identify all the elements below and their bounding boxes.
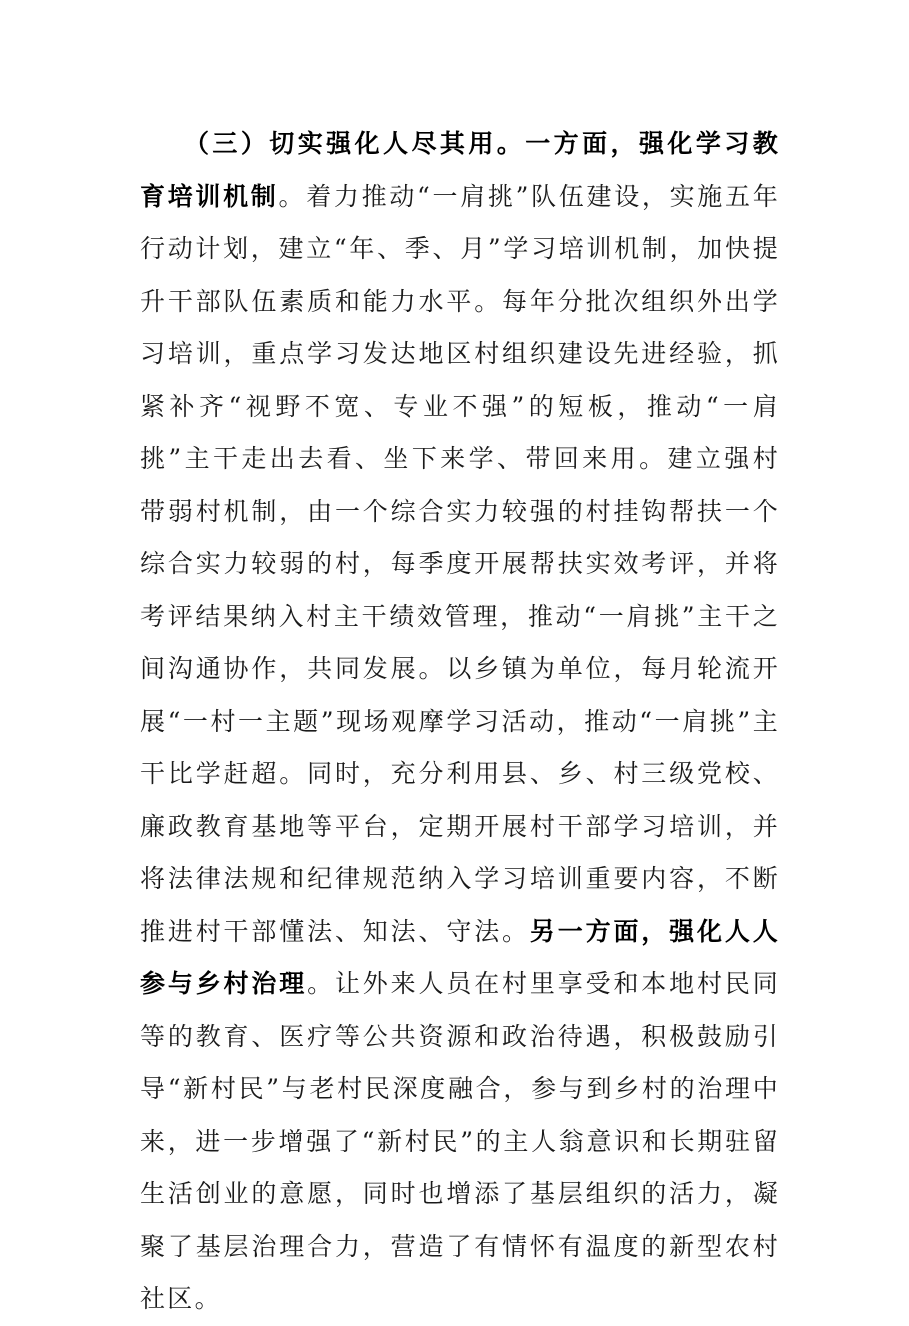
point-one-title: 一方面，强化学习教育培训机制 xyxy=(140,129,780,211)
point-two-title: 另一方面，强化人人参与乡村治理 xyxy=(140,916,781,998)
point-one-body: 。着力推动“一肩挑”队伍建设，实施五年行动计划，建立“年、季、月”学习培训机制，加快提升干部队伍素质和能力水平。每年分批次组织外出学习培训，重点学习发达地区村组织建设先进经验，抓紧补齐“视野不宽、专业不强”的短板，推动“一肩挑”主干走出去看、坐下来学、带回来用。建立强村带弱村机制，由一个综合实力较强的村挂钩帮扶一个综合实力较弱的村，每季度开展帮扶实效考评，并将考评结果纳入村主干绩效管理，推动“一肩挑”主干之间沟通协作，共同发展。以乡镇为单位，每月轮流开展“一村一主题”现场观摩学习活动，推动“一肩挑”主干比学赶超。同时，充分利用县、乡、村三级党校、廉政教育基地等平台，定期开展村干部学习培训，并将法律法规和纪律规范纳入学习培训重要内容，不断推进村干部懂法、知法、守法。 xyxy=(140,181,780,946)
section-heading: （三）切实强化人尽其用。 xyxy=(184,129,526,158)
body-paragraph xyxy=(140,118,780,1326)
point-two-body: 。让外来人员在村里享受和本地村民同等的教育、医疗等公共资源和政治待遇，积极鼓励引导“新村民”与老村民深度融合，参与到乡村的治理中来，进一步增强了“新村民”的主人翁意识和长期驻留生活创业的意愿，同时也增添了基层组织的活力，凝聚了基层治理合力，营造了有情怀有温度的新型农村社区。 xyxy=(140,969,780,1313)
